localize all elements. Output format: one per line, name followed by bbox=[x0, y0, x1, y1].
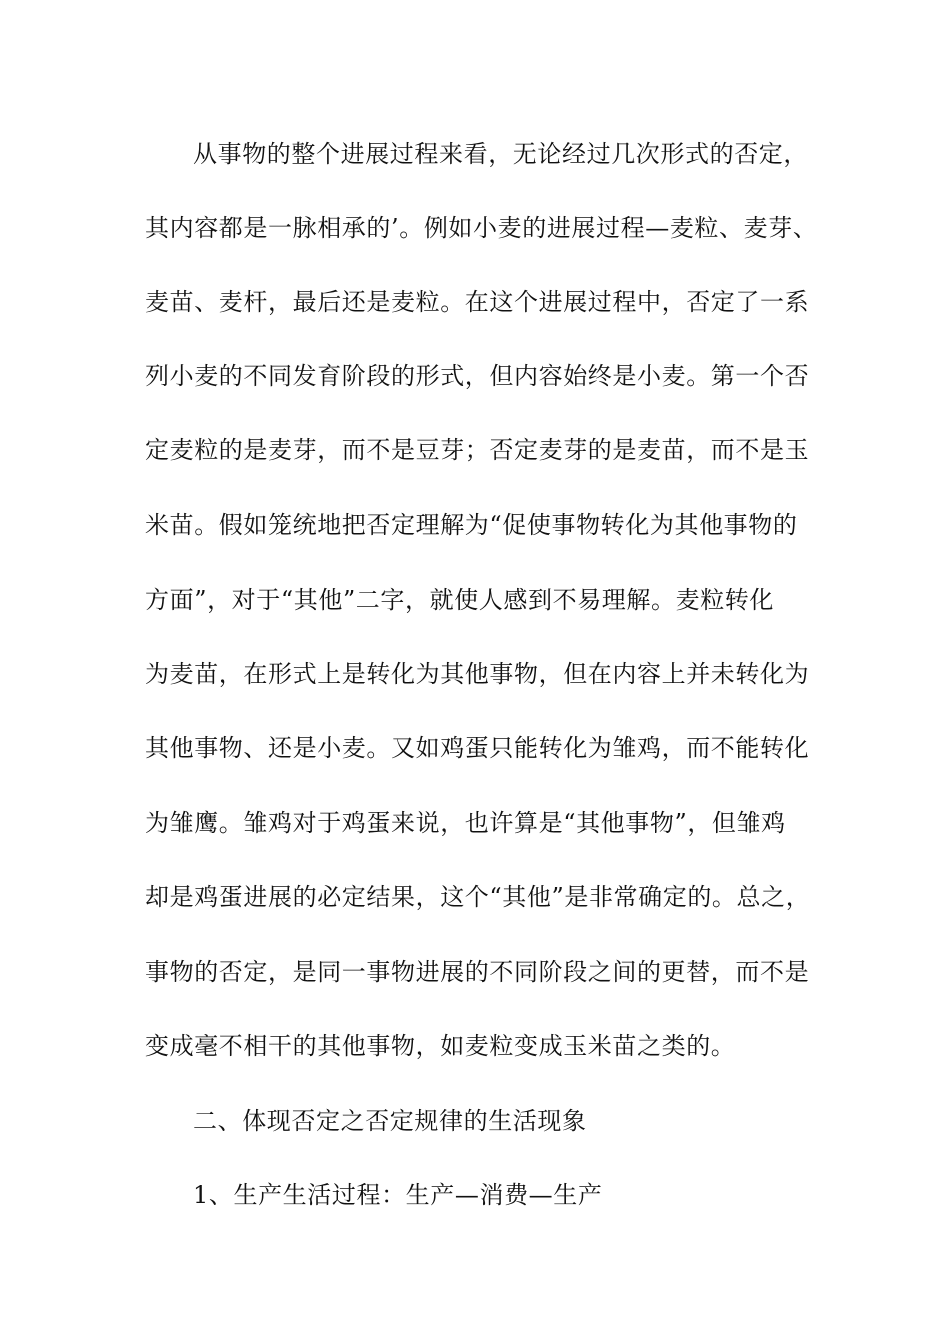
paragraph-line-10: 为雏鹰。雏鸡对于鸡蛋来说，也许算是“其他事物”，但雏鸡 bbox=[145, 809, 786, 837]
paragraph-line-12: 事物的否定，是同一事物进展的不同阶段之间的更替，而不是 bbox=[145, 958, 810, 986]
paragraph-line-7: 方面”，对于“其他”二字，就使人感到不易理解。麦粒转化 bbox=[145, 586, 775, 614]
paragraph-line-2: 其内容都是一脉相承的’。例如小麦的进展过程—麦粒、麦芽、 bbox=[145, 214, 818, 242]
paragraph-line-6: 米苗。假如笼统地把否定理解为“促使事物转化为其他事物的 bbox=[145, 511, 798, 539]
subsection-heading: 1、生产生活过程：生产—消费—生产 bbox=[193, 1181, 603, 1209]
paragraph-line-5: 定麦粒的是麦芽，而不是豆芽；否定麦芽的是麦苗，而不是玉 bbox=[145, 436, 810, 464]
paragraph-line-1: 从事物的整个进展过程来看，无论经过几次形式的否定， bbox=[193, 140, 808, 168]
paragraph-line-11: 却是鸡蛋进展的必定结果，这个“其他”是非常确定的。总之， bbox=[145, 883, 811, 911]
paragraph-line-13: 变成毫不相干的其他事物，如麦粒变成玉米苗之类的。 bbox=[145, 1032, 736, 1060]
paragraph-line-3: 麦苗、麦杆，最后还是麦粒。在这个进展过程中，否定了一系 bbox=[145, 288, 810, 316]
paragraph-line-9: 其他事物、还是小麦。又如鸡蛋只能转化为雏鸡，而不能转化 bbox=[145, 734, 810, 762]
paragraph-line-8: 为麦苗，在形式上是转化为其他事物，但在内容上并未转化为 bbox=[145, 660, 810, 688]
section-heading: 二、体现否定之否定规律的生活现象 bbox=[193, 1107, 587, 1135]
paragraph-line-4: 列小麦的不同发育阶段的形式，但内容始终是小麦。第一个否 bbox=[145, 362, 810, 390]
